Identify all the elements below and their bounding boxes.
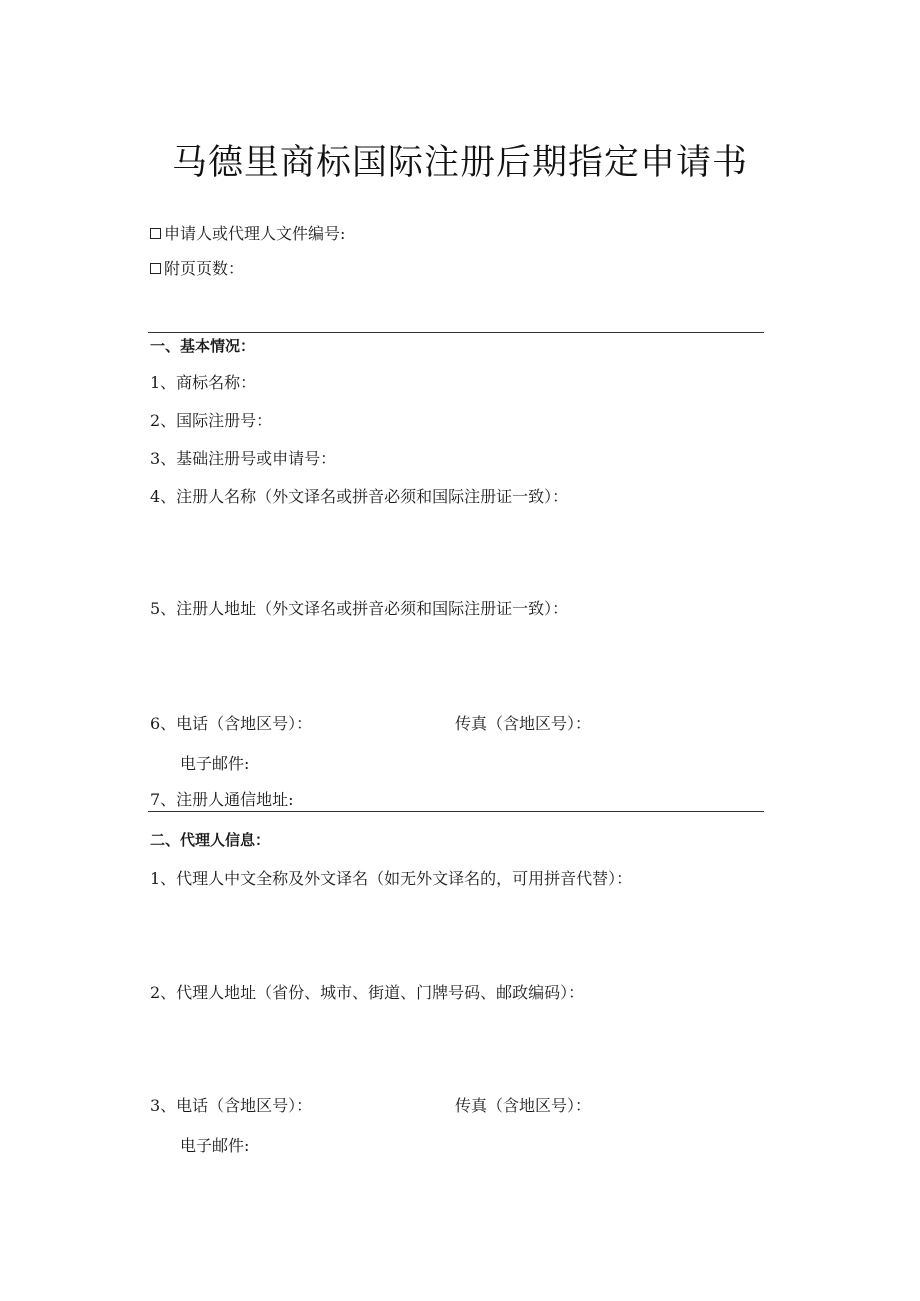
- agent-address-label: 2、代理人地址（省份、城市、街道、门牌号码、邮政编码）：: [150, 983, 585, 1002]
- holder-correspondence-address-label: 7、注册人通信地址:: [150, 790, 294, 809]
- attachment-pages-field[interactable]: [150, 261, 244, 277]
- holder-fax-label: 传真（含地区号）：: [455, 714, 592, 733]
- attachment-pages-label: 附页页数：: [164, 259, 245, 278]
- file-number-label: 申请人或代理人文件编号:: [164, 224, 346, 243]
- agent-fax-label: 传真（含地区号）：: [455, 1096, 592, 1115]
- holder-email-label: 电子邮件:: [180, 754, 250, 773]
- section2-heading: 二、代理人信息：: [150, 831, 271, 849]
- section1-heading: 一、基本情况：: [150, 337, 256, 355]
- holder-name-label: 4、注册人名称（外文译名或拼音必须和国际注册证一致）：: [150, 487, 569, 506]
- file-number-checkbox[interactable]: [150, 228, 161, 239]
- mark-name-label: 1、商标名称：: [150, 373, 257, 392]
- holder-phone-label: 6、电话（含地区号）：: [150, 714, 313, 733]
- intl-reg-no-label: 2、国际注册号：: [150, 411, 273, 430]
- attachment-pages-checkbox[interactable]: [150, 263, 161, 274]
- file-number-field[interactable]: [150, 226, 345, 242]
- agent-email-label: 电子邮件:: [180, 1136, 250, 1155]
- page-title: 马德里商标国际注册后期指定申请书: [171, 143, 748, 183]
- basic-reg-no-label: 3、基础注册号或申请号：: [150, 449, 337, 468]
- agent-phone-label: 3、电话（含地区号）：: [150, 1096, 313, 1115]
- section1-top-divider: [148, 332, 764, 333]
- section2-top-divider: [148, 811, 764, 812]
- agent-name-label: 1、代理人中文全称及外文译名（如无外文译名的，可用拼音代替）：: [150, 869, 633, 888]
- holder-address-label: 5、注册人地址（外文译名或拼音必须和国际注册证一致）：: [150, 599, 569, 618]
